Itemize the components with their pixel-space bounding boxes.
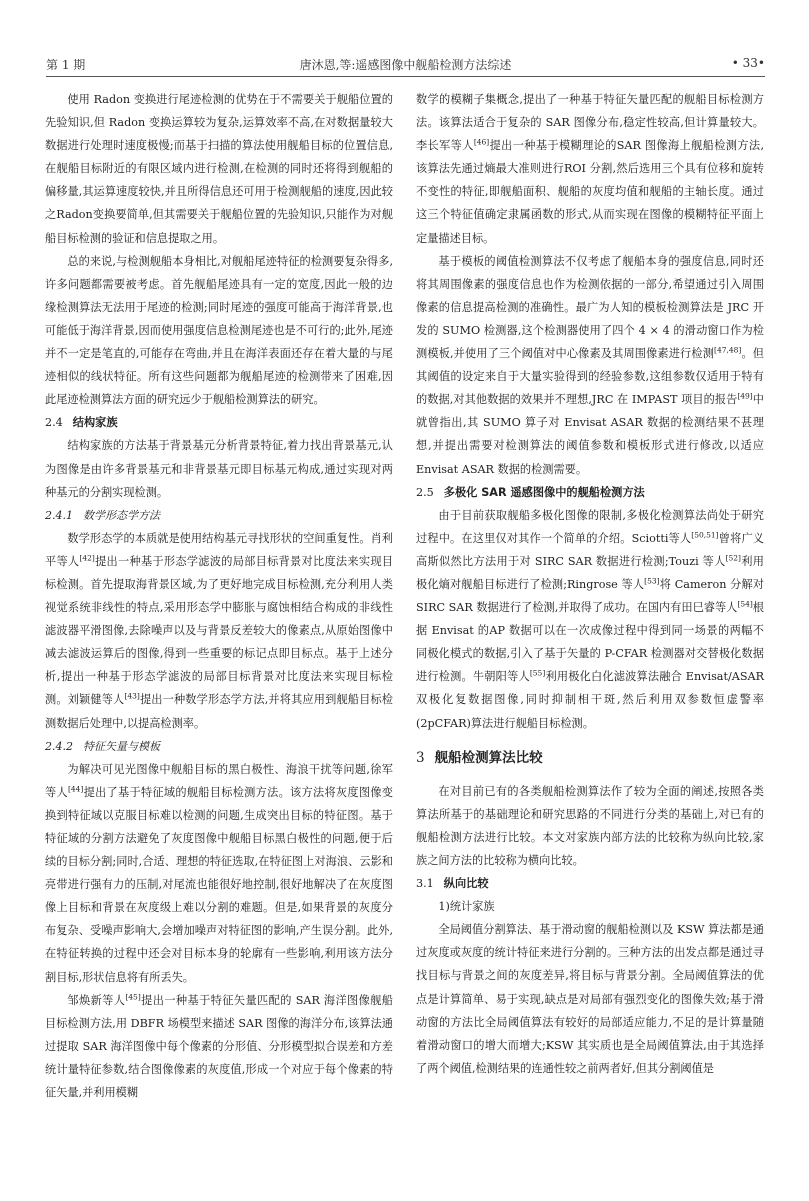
section-heading bbox=[416, 747, 764, 770]
citation-marker: [55] bbox=[529, 668, 546, 678]
section-number: 2.4.1 bbox=[45, 508, 73, 522]
paragraph: 为解决可见光图像中舰船目标的黑白极性、海浪干扰等问题,徐军等人[44]提出了基于特征域的舰船目标检测方法。该方法将灰度图像变换到特征域以克服目标难以检测的问题,生成突出目标的特征图。基于特征域的分割方法避免了灰度图像中舰船目标黑白极性的问题,便于后续的目标分割;同时,合适、理想的特征选取,在特征图上对海浪、云影和亮带进行强有力的压制,对尾流也能很好地控制,很好地解决了在灰度图像上目标和背景在灰度级上难以分割的难题。但是,如果背景的灰度分布复杂、受噪声影响大,会增加噪声对特征图的影响,产生误分割。此外,在特征转换的过程中还会对目标本身的轮廓有一些影响,利用该方法分割目标,形状信息将有所丢失。 bbox=[45, 762, 393, 984]
header-rule bbox=[46, 76, 765, 77]
paragraph: 由于目前获取舰船多极化图像的限制,多极化检测算法尚处于研究过程中。在这里仅对其作一个简单的介绍。Sciotti等人[50,51]曾将广义高斯似然比方法用于对 SIRC SAR 数据进行检测;Touzi 等人[52]利用极化熵对舰船目标进行了检测;Ringrose 等人[53]将 Cameron 分解对 SIRC SAR 数据进行了检测,并取得了成功。在国内有田巳睿等人[54]根据 Envisat 的AP 数据可以在一次成像过程中得到同一场景的两幅不同极化模式的数据,引入了基于矢量的 P-CFAR 检测器对交替极化数据进行检测。牛朝阳等人[55]利用极化白化滤波算法融合 Envisat/ASAR 双极化复数据图像,同时抑制相干斑,然后利用双参数恒虚警率(2pCFAR)算法进行舰船目标检测。 bbox=[416, 508, 764, 730]
citation-marker: [42] bbox=[79, 553, 95, 563]
paragraph: 结构家族的方法基于背景基元分析背景特征,着力找出背景基元,认为图像是由许多背景基元和非背景基元即目标基元构成,通过实现对两种基元的分割实现检测。 bbox=[45, 439, 393, 499]
section-heading bbox=[416, 872, 764, 895]
citation-marker: [53] bbox=[644, 576, 660, 586]
section-number: 3 bbox=[416, 749, 425, 766]
section-title: 纵向比较 bbox=[443, 877, 489, 891]
paragraph: 数学的模糊子集概念,提出了一种基于特征矢量匹配的舰船目标检测方法。该算法适合于复杂的 SAR 图像分布,稳定性较高,但计算量较大。李长军等人[46]提出一种基于模糊理论的SAR 图像海上舰船检测方法,该算法先通过熵最大准则进行ROI 分割,然后选用三个具有位移和旋转不变性的特征,即舰船面积、舰船的灰度均值和舰船的主轴长度。通过这三个特征值确定隶属函数的形式,从而实现在图像的模糊特征平面上定量描述目标。 bbox=[416, 93, 764, 245]
section-title: 结构家族 bbox=[72, 416, 118, 430]
left-column bbox=[45, 88, 393, 1104]
citation-marker: [44] bbox=[67, 784, 84, 794]
section-heading bbox=[416, 481, 764, 504]
section-title: 数学形态学方法 bbox=[83, 508, 160, 522]
section-number: 2.4 bbox=[45, 416, 63, 430]
citation-marker: [43] bbox=[124, 691, 140, 701]
running-title: 唐沐恩,等:遥感图像中舰船检测方法综述 bbox=[299, 58, 512, 72]
section-heading bbox=[45, 735, 393, 758]
paragraph: 邹焕新等人[45]提出一种基于特征矢量匹配的 SAR 海洋图像舰船目标检测方法,用 DBFR 场模型来描述 SAR 图像的海洋分布,该算法通过提取 SAR 海洋图像中每个像素的分形值、分形模型拟合误差和方差统计量特征参数,结合图像像素的灰度值,形成一个对应于每个像素的特征矢量,并利用模糊 bbox=[45, 991, 393, 1100]
right-column bbox=[416, 88, 764, 1080]
paragraph: 在对目前已有的各类舰船检测算法作了较为全面的阐述,按照各类算法所基于的基础理论和研究思路的不同进行分类的基础上,对已有的舰船检测方法进行比较。本文对家族内部方法的比较称为纵向比较,家族之间方法的比较称为横向比较。 bbox=[416, 784, 764, 867]
section-title: 多极化 SAR 遥感图像中的舰船检测方法 bbox=[443, 485, 645, 499]
citation-marker: [54] bbox=[737, 599, 753, 609]
citation-marker: [50,51] bbox=[691, 530, 719, 540]
section-heading bbox=[45, 411, 393, 434]
paragraph: 1)统计家族 bbox=[438, 900, 495, 914]
paragraph: 总的来说,与检测舰船本身相比,对舰船尾迹特征的检测要复杂得多,许多问题都需要被考虑。首先舰船尾迹具有一定的宽度,因此一般的边缘检测算法无法用于尾迹的检测;同时尾迹的强度可能高于海洋背景,也可能低于海洋背景,因而使用强度信息检测尾迹也是不可行的;此外,尾迹并不一定是笔直的,可能存在弯曲,并且在海洋表面还存在着大量的与尾迹相似的线状特征。所有这些问题都为舰船尾迹的检测带来了困难,因此尾迹检测算法方面的研究远少于舰船检测算法的研究。 bbox=[45, 254, 393, 407]
section-number: 2.5 bbox=[416, 485, 434, 499]
citation-marker: [52] bbox=[725, 553, 741, 563]
paragraph: 数学形态学的本质就是使用结构基元寻找形状的空间重复性。肖利平等人[42]提出一种基于形态学滤波的局部目标背景对比度法来实现目标检测。首先提取海背景区域,为了更好地完成目标检测,充分利用人类视觉系统非线性的特点,采用形态学中膨胀与腐蚀相结合构成的非线性滤波器平滑图像,去除噪声以及与背景反差较大的像素点,从原始图像中减去滤波运算后的图像,得到一些重要的标记点即目标点。基于上述分析,提出一种基于形态学滤波的局部目标背景对比度法来实现目标检测。刘颖健等人[43]提出一种数学形态学方法,并将其应用到舰船目标检测数据后处理中,以提高检测率。 bbox=[45, 531, 393, 730]
citation-marker: [47,48] bbox=[714, 345, 742, 355]
citation-marker: [45] bbox=[125, 991, 141, 1001]
section-heading bbox=[45, 504, 393, 527]
section-title: 特征矢量与模板 bbox=[83, 739, 160, 753]
running-header bbox=[46, 56, 765, 76]
paragraph: 使用 Radon 变换进行尾迹检测的优势在于不需要关于舰船位置的先验知识,但 Radon 变换运算较为复杂,运算效率不高,在对数据量较大数据进行处理时速度极慢;而基于扫描的算法使用舰船目标的位置信息,在舰船目标附近的有限区域内进行检测,在检测的同时还将得到舰船的偏移量,其运算速度较快,并且所得信息还可用于检测舰船的速度,因此较之Radon变换要简单,但其需要关于舰船位置的先验知识,只能作为对舰船目标检测的验证和信息提取之用。 bbox=[45, 93, 393, 245]
paragraph: 基于模板的阈值检测算法不仅考虑了舰船本身的强度信息,同时还将其周围像素的强度信息也作为检测依据的一部分,希望通过引入周围像素的信息提高检测的准确性。最广为人知的模板检测算法是 JRC 开发的 SUMO 检测器,这个检测器使用了四个 4 × 4 的滑动窗口作为检测模板,并使用了三个阈值对中心像素及其周围像素进行检测[47,48]。但其阈值的设定来自于大量实验得到的经验参数,这组参数仅适用于特有的数据,对其他数据的效果并不理想,JRC 在 IMPAST 项目的报告[49]中就曾指出,其 SUMO 算子对 Envisat ASAR 数据的检测结果不甚理想,并提出需要对检测算法的阈值参数和模板形式进行修改,以适应 Envisat ASAR 数据的检测需要。 bbox=[416, 254, 764, 476]
section-number: 2.4.2 bbox=[45, 739, 73, 753]
paragraph: 全局阈值分割算法、基于滑动窗的舰船检测以及 KSW 算法都是通过灰度或灰度的统计特征来进行分割的。三种方法的出发点都是通过寻找目标与背景之间的灰度差异,将目标与背景分割。全局阈值算法的优点是计算简单、易于实现,缺点是对局部有强烈变化的图像失效;基于滑动窗的方法比全局阈值算法有较好的局部适应能力,不足的是计算量随着滑动窗口的增大而增大;KSW 其实质也是全局阈值算法,由于其选择了两个阈值,检测结果的连通性较之前两者好,但其分割阈值是 bbox=[416, 923, 764, 1075]
section-title: 舰船检测算法比较 bbox=[434, 749, 543, 766]
citation-marker: [49] bbox=[737, 391, 753, 401]
page-number: • 33• bbox=[731, 56, 765, 70]
section-number: 3.1 bbox=[416, 877, 434, 891]
citation-marker: [46] bbox=[473, 137, 490, 147]
issue-label: 第 1 期 bbox=[46, 58, 86, 72]
